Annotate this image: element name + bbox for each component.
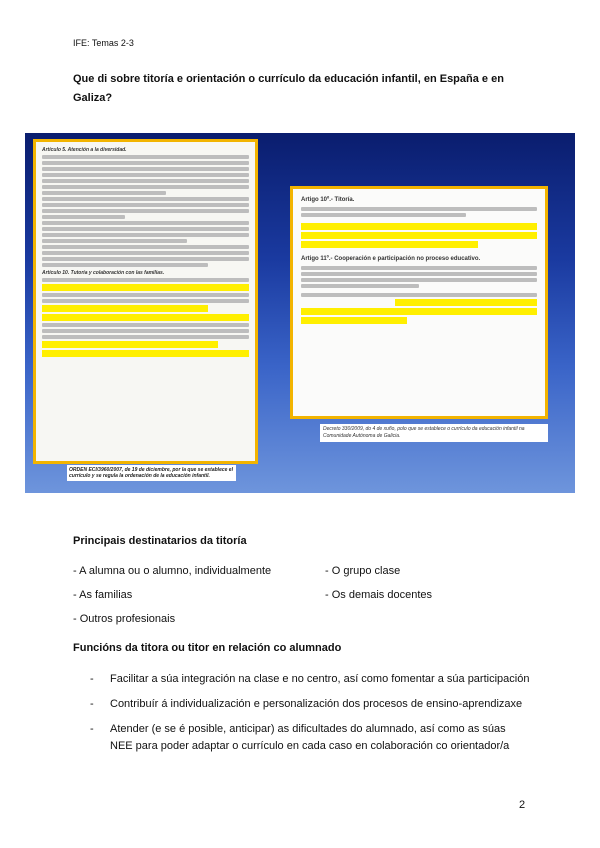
list-item: - As familias bbox=[73, 589, 133, 601]
left-document-caption: ORDEN ECI/3960/2007, de 19 de diciembre, por la que se establece el currículo y se regula la ordenación de la educación infantil. bbox=[67, 465, 236, 481]
funcions-list bbox=[90, 671, 530, 763]
left-article-title-2: Artículo 10. Tutoría y colaboración con las familias. bbox=[42, 270, 165, 276]
list-item bbox=[90, 671, 530, 688]
section-title-funcions: Funcións da titora ou titor en relación co alumnado bbox=[73, 642, 342, 654]
page-header: IFE: Temas 2-3 bbox=[73, 38, 134, 48]
list-item: - Outros profesionais bbox=[73, 613, 176, 625]
scanned-document-left bbox=[33, 139, 258, 464]
highlight-mark bbox=[301, 241, 478, 248]
list-item: - Os demais docentes bbox=[325, 589, 432, 601]
scanned-document-right bbox=[290, 186, 548, 419]
bullet-dash: - bbox=[90, 723, 94, 735]
list-item: - A alumna ou o alumno, individualmente bbox=[73, 565, 272, 577]
list-item-text: Facilitar a súa integración na clase e no centro, así como fomentar a súa participación bbox=[110, 673, 530, 685]
right-article-title-2: Artigo 11º.- Cooperación e participación no proceso educativo. bbox=[301, 256, 481, 262]
highlight-mark bbox=[301, 317, 407, 324]
list-item: - O grupo clase bbox=[325, 565, 401, 577]
highlight-mark bbox=[42, 314, 249, 321]
list-item bbox=[90, 696, 530, 713]
bullet-dash: - bbox=[90, 698, 94, 710]
bullet-dash: - bbox=[90, 673, 94, 685]
highlight-mark bbox=[42, 284, 249, 291]
section-title-destinatarios: Principais destinatarios da titoría bbox=[73, 535, 247, 547]
right-article-title-1: Artigo 10º.- Titoría. bbox=[301, 197, 355, 203]
highlight-mark bbox=[301, 223, 537, 230]
highlight-mark bbox=[42, 305, 208, 312]
list-item bbox=[90, 721, 530, 755]
list-item-text: Atender (e se é posible, anticipar) as dificultades do alumnado, así como as súas NEE para poder adaptar o currículo en cada caso en colaboración co orientador/a bbox=[110, 723, 510, 752]
highlight-mark bbox=[42, 341, 218, 348]
left-article-title-1: Artículo 5. Atención a la diversidad. bbox=[42, 147, 127, 153]
question-heading: Que di sobre titoría e orientación o currículo da educación infantil, en España e en Galiza? bbox=[73, 73, 504, 104]
right-document-caption: Decreto 330/2009, do 4 de xuño, polo que se establece o currículo da educación infantil na Comunidade Autónoma de Galicia. bbox=[320, 424, 548, 442]
page-number: 2 bbox=[519, 799, 526, 811]
list-item-text: Contribuír á individualización e personalización dos procesos de ensino-aprendizaxe bbox=[110, 698, 523, 710]
highlight-mark bbox=[301, 308, 537, 315]
highlight-mark bbox=[395, 299, 537, 306]
highlight-mark bbox=[301, 232, 537, 239]
highlight-mark bbox=[42, 350, 249, 357]
